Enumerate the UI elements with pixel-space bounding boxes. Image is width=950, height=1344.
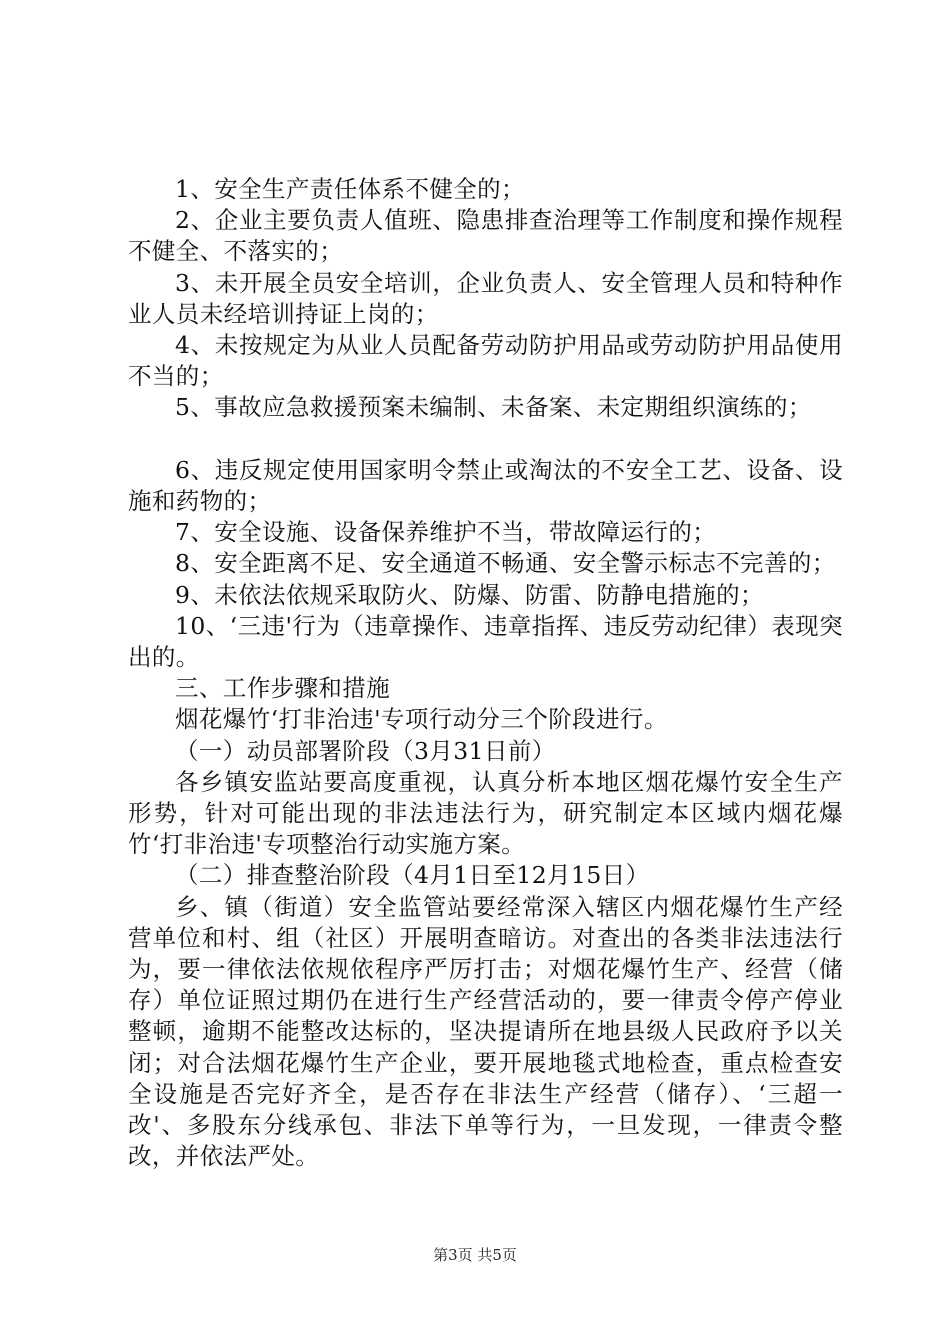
section-heading-steps: 三、工作步骤和措施 bbox=[175, 674, 391, 703]
paragraph-item-3: 3、未开展全员安全培训，企业负责人、安全管理人员和特种作业人员未经培训持证上岗的； bbox=[128, 268, 843, 328]
document-body bbox=[128, 174, 843, 1172]
paragraph-item-9: 9、未依法依规采取防火、防爆、防雷、防静电措施的； bbox=[175, 580, 764, 609]
paragraph-item-10: 10、‘三违'行为（违章操作、违章指挥、违反劳动纪律）表现突出的。 bbox=[128, 611, 843, 672]
paragraph-item-8: 8、安全距离不足、安全通道不畅通、安全警示标志不完善的； bbox=[175, 549, 836, 578]
paragraph-intro: 烟花爆竹‘打非治违'专项行动分三个阶段进行。 bbox=[175, 705, 668, 734]
page-number-footer: 第3页 共5页 bbox=[433, 1246, 517, 1264]
paragraph-item-6: 6、违反规定使用国家明令禁止或淘汰的不安全工艺、设备、设施和药物的； bbox=[128, 455, 843, 516]
paragraph-item-4: 4、未按规定为从业人员配备劳动防护用品或劳动防护用品使用不当的； bbox=[128, 331, 843, 391]
paragraph-item-1: 1、安全生产责任体系不健全的； bbox=[175, 175, 525, 203]
paragraph-item-7: 7、安全设施、设备保养维护不当，带故障运行的； bbox=[175, 518, 717, 547]
subsection-heading-inspect: （二）排查整治阶段（4月1日至12月15日） bbox=[175, 861, 650, 890]
paragraph-item-2: 2、企业主要负责人值班、隐患排查治理等工作制度和操作规程不健全、不落实的； bbox=[128, 206, 843, 266]
paragraph-item-5: 5、事故应急救援预案未编制、未备案、未定期组织演练的； bbox=[175, 393, 812, 422]
paragraph-mobilize: 各乡镇安监站要高度重视，认真分析本地区烟花爆竹安全生产形势，针对可能出现的非法违法行为，研究制定本区域内烟花爆竹‘打非治违'专项整治行动实施方案。 bbox=[128, 767, 843, 859]
subsection-heading-mobilize: （一）动员部署阶段（3月31日前） bbox=[175, 736, 556, 765]
paragraph-inspect: 乡、镇（街道）安全监管站要经常深入辖区内烟花爆竹生产经营单位和村、组（社区）开展明查暗访。对查出的各类非法违法行为，要一律依法依规依程序严厉打击；对烟花爆竹生产、经营（储存）单位证照过期仍在进行生产经营活动的，要一律责令停产停业整顿，逾期不能整改达标的，坚决提请所在地县级人民政府予以关闭；对合法烟花爆竹生产企业，要开展地毯式地检查，重点检查安全设施是否完好齐全，是否存在非法生产经营（储存）、‘三超一改'、多股东分线承包、非法下单等行为，一旦发现，一律责令整改，并依法严处。 bbox=[128, 892, 843, 1171]
